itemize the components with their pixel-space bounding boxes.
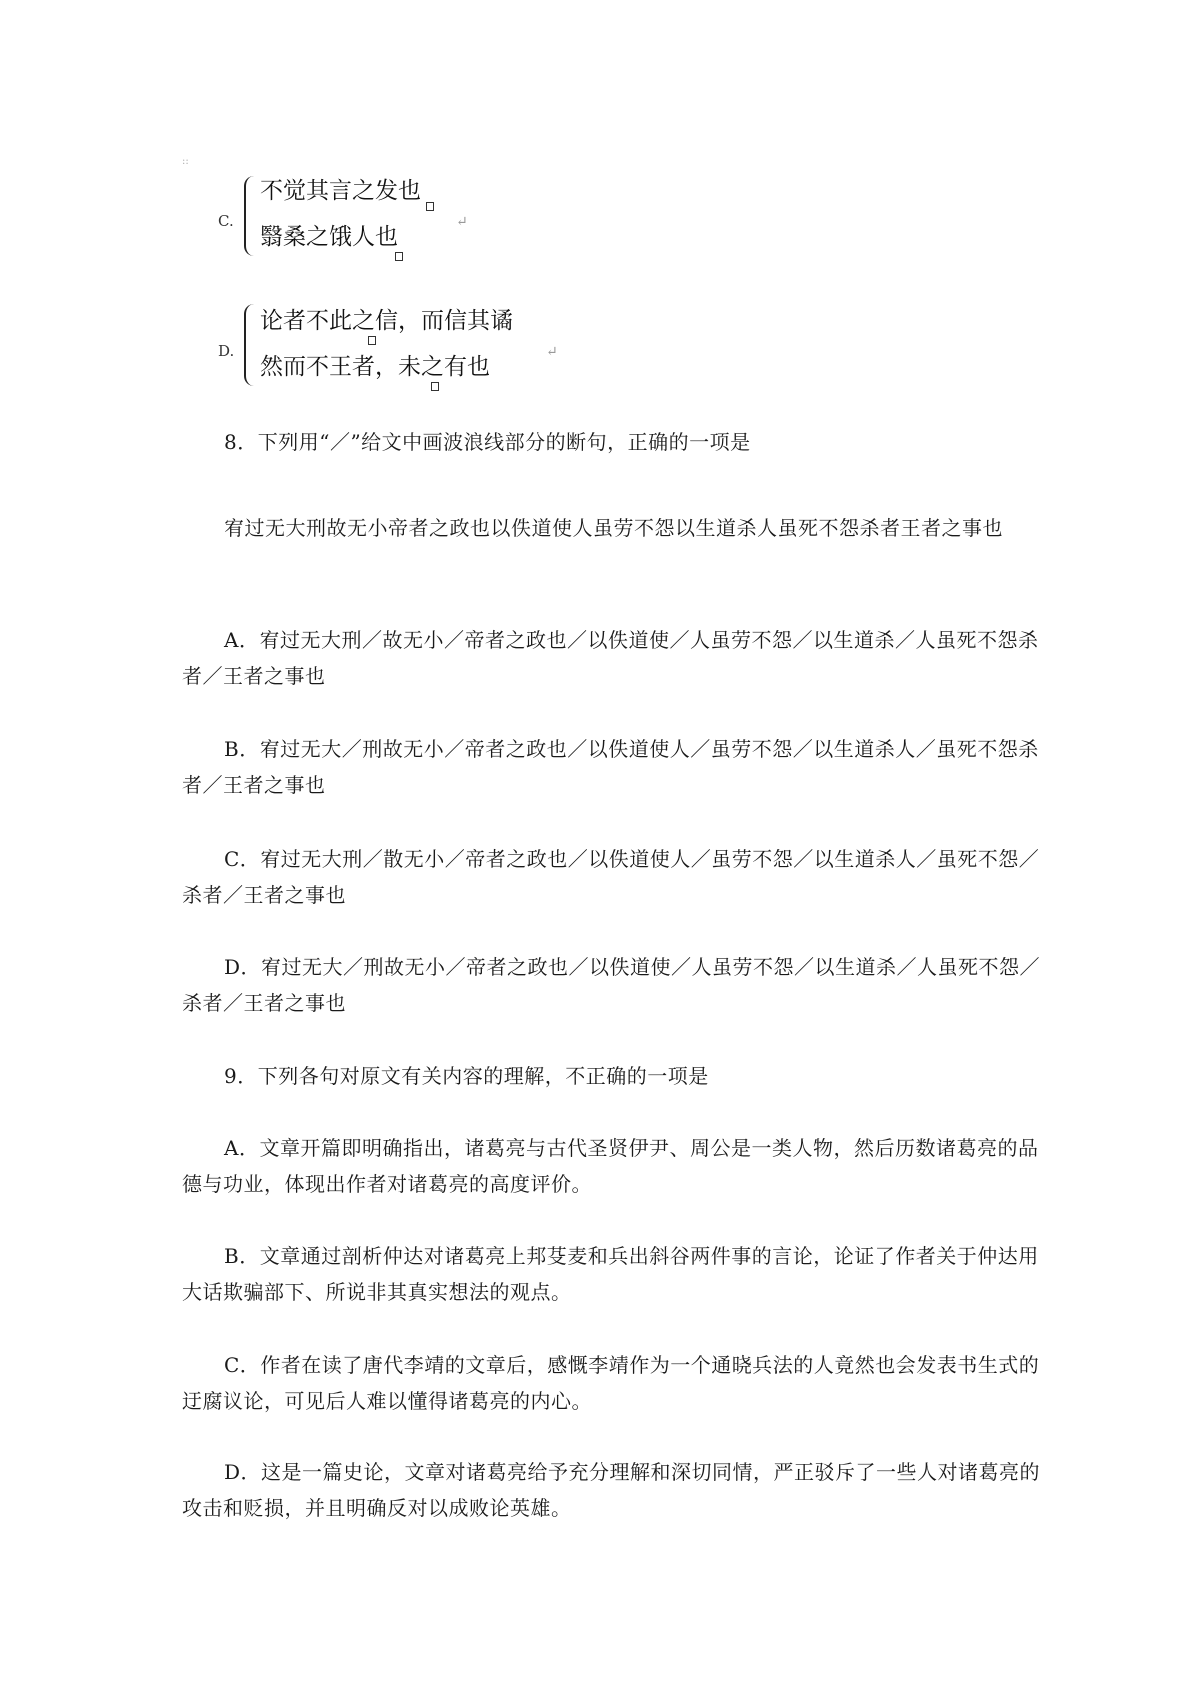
option-c-letter: C. (218, 212, 234, 230)
question-9-option-c: C．作者在读了唐代李靖的文章后，感慨李靖作为一个通晓兵法的人竟然也会发表书生式的迂腐议论，可见后人难以懂得诸葛亮的内心。 (182, 1353, 1040, 1413)
scan-mark: :: (182, 156, 189, 167)
dot-mark (431, 382, 439, 391)
return-mark-icon: ↵ (546, 344, 558, 360)
return-mark-icon: ↵ (456, 214, 468, 230)
question-8-stem: 8．下列用“／”给文中画波浪线部分的断句，正确的一项是 (224, 430, 751, 454)
option-c-line-2: 翳桑之饿人也 (260, 224, 398, 250)
option-d-fragment (218, 300, 558, 396)
option-d-line-2: 然而不王者，未之有也 (260, 354, 490, 380)
option-c-fragment (218, 172, 558, 268)
dot-mark (426, 202, 434, 211)
question-9-option-a: A．文章开篇即明确指出，诸葛亮与古代圣贤伊尹、周公是一类人物，然后历数诸葛亮的品德与功业，体现出作者对诸葛亮的高度评价。 (182, 1136, 1039, 1196)
option-d-brace (244, 304, 256, 386)
question-8-option-c: C．宥过无大刑／散无小／帝者之政也／以佚道使人／虽劳不怨／以生道杀人／虽死不怨／杀者／王者之事也 (182, 847, 1040, 907)
question-8-option-d: D．宥过无大／刑故无小／帝者之政也／以佚道使／人虽劳不怨／以生道杀／人虽死不怨／杀者／王者之事也 (182, 955, 1041, 1015)
question-9-option-b: B．文章通过剖析仲达对诸葛亮上邦芟麦和兵出斜谷两件事的言论，论证了作者关于仲达用大话欺骗部下、所说非其真实想法的观点。 (182, 1244, 1039, 1304)
option-d-letter: D. (218, 342, 235, 360)
question-9-stem: 9．下列各句对原文有关内容的理解，不正确的一项是 (224, 1064, 709, 1088)
question-8-option-b: B．宥过无大／刑故无小／帝者之政也／以佚道使人／虽劳不怨／以生道杀人／虽死不怨杀者／王者之事也 (182, 737, 1039, 797)
question-9-option-d: D．这是一篇史论，文章对诸葛亮给予充分理解和深切同情，严正驳斥了一些人对诸葛亮的攻击和贬损，并且明确反对以成败论英雄。 (182, 1460, 1041, 1520)
dot-mark (368, 336, 376, 345)
question-8-option-a: A．宥过无大刑／故无小／帝者之政也／以佚道使／人虽劳不怨／以生道杀／人虽死不怨杀者／王者之事也 (182, 628, 1039, 688)
dot-mark (395, 252, 403, 261)
option-c-brace (244, 176, 256, 256)
question-8-passage: 宥过无大刑故无小帝者之政也以佚道使人虽劳不怨以生道杀人虽死不怨杀者王者之事也 (224, 516, 1003, 540)
option-c-line-1: 不觉其言之发也 (260, 178, 421, 204)
option-d-line-1: 论者不此之信，而信其谲 (260, 308, 513, 334)
